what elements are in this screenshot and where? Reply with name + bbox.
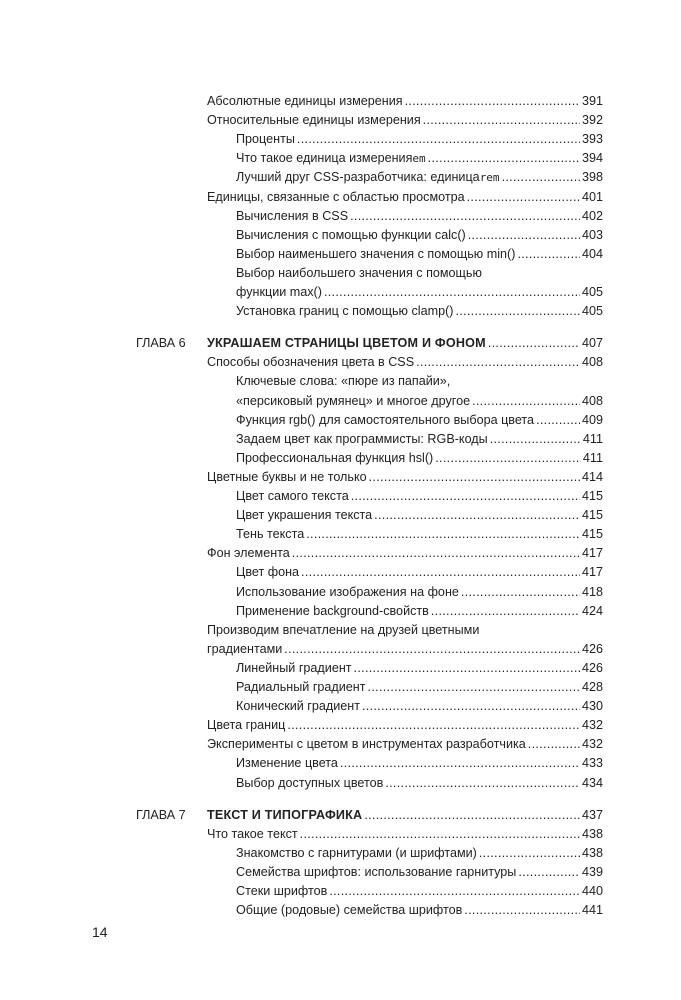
chapter-heading <box>207 333 603 353</box>
entry-title: Цвет фона <box>236 565 300 580</box>
entry-title: Изменение цвета <box>236 756 338 771</box>
chapter-title: УКРАШАЕМ СТРАНИЦЫ ЦВЕТОМ И ФОНОМ <box>207 336 486 351</box>
entry-title: Выбор доступных цветов <box>236 775 384 790</box>
dot-leader <box>502 167 580 187</box>
toc-entry <box>236 843 603 863</box>
dot-leader <box>374 505 580 525</box>
entry-page-number: 391 <box>581 94 603 108</box>
toc-entry <box>207 620 603 640</box>
entry-page-number: 434 <box>581 775 603 790</box>
dot-leader <box>472 391 580 411</box>
toc-entry <box>236 773 603 793</box>
toc-entry <box>236 524 603 544</box>
entry-page-number: 428 <box>581 680 603 694</box>
toc-entry <box>236 562 603 582</box>
entry-page-number: 404 <box>581 246 603 261</box>
dot-leader <box>284 639 580 659</box>
toc-entry <box>236 696 603 716</box>
entry-page-number: 437 <box>581 807 603 822</box>
dot-leader <box>416 352 580 372</box>
entry-page-number: 430 <box>581 699 603 714</box>
entry-page-number: 415 <box>581 527 603 542</box>
toc-entry <box>207 187 603 207</box>
dot-leader <box>423 110 580 130</box>
toc-entry <box>236 301 603 321</box>
toc-entry <box>236 282 603 302</box>
toc-entry <box>236 129 603 149</box>
dot-leader <box>461 582 580 602</box>
toc-entry <box>207 110 603 130</box>
dot-leader <box>340 753 580 773</box>
entry-page-number: 418 <box>581 584 603 599</box>
entry-title: Стеки шрифтов <box>236 884 328 898</box>
dot-leader <box>362 696 580 716</box>
entry-page-number: 405 <box>581 285 603 299</box>
entry-page-number: 415 <box>581 489 603 503</box>
toc-entry <box>236 753 603 773</box>
entry-page-number: 432 <box>581 718 603 733</box>
entry-title: функции max() <box>236 285 322 299</box>
toc-entry <box>236 601 603 621</box>
toc-entry <box>236 429 603 449</box>
toc-entry <box>236 677 603 697</box>
toc-entry <box>236 658 603 678</box>
dot-leader <box>300 824 580 844</box>
entry-title: Установка границ с помощью clamp() <box>236 304 454 319</box>
entry-code: rem <box>479 171 500 185</box>
toc-entry <box>236 486 603 506</box>
entry-page-number: 401 <box>581 189 603 204</box>
entry-title: Проценты <box>236 132 295 147</box>
entry-page-number: 393 <box>581 132 603 147</box>
entry-title: Цвет украшения текста <box>236 508 373 523</box>
toc-entry <box>236 862 603 882</box>
entry-title: Цветные буквы и не только <box>207 469 367 484</box>
dot-leader <box>435 448 581 468</box>
entry-title: Радиальный градиент <box>236 680 366 694</box>
dot-leader <box>464 900 580 920</box>
dot-leader <box>369 467 580 487</box>
dot-leader <box>287 715 580 735</box>
toc-entry <box>207 543 603 563</box>
dot-leader <box>292 543 580 563</box>
entry-title: Задаем цвет как программисты: RGB-коды <box>236 431 488 446</box>
entry-title: Линейный градиент <box>236 660 352 675</box>
chapter-heading <box>207 805 603 825</box>
dot-leader <box>324 282 580 302</box>
dot-leader <box>468 225 580 245</box>
dot-leader <box>479 843 580 863</box>
dot-leader <box>490 429 581 449</box>
entry-title: градиентами <box>207 641 283 656</box>
toc-entry <box>207 467 603 487</box>
entry-page-number: 439 <box>581 864 603 879</box>
toc-entry <box>236 206 603 226</box>
entry-title: Тень текста <box>236 527 305 542</box>
entry-title: Цвет самого текста <box>236 489 349 503</box>
dot-leader <box>528 734 580 754</box>
entry-page-number: 440 <box>581 884 603 898</box>
dot-leader <box>488 333 580 353</box>
entry-title: Эксперименты с цветом в инструментах разработчика <box>207 737 526 752</box>
toc-entry <box>207 91 603 111</box>
entry-page-number: 405 <box>581 304 603 319</box>
entry-title: Ключевые слова: «пюре из папайи», <box>236 374 451 389</box>
entry-page-number: 407 <box>581 336 603 351</box>
dot-leader <box>354 658 580 678</box>
entry-title: Выбор наибольшего значения с помощью <box>236 265 482 280</box>
entry-title: Что такое текст <box>207 826 298 841</box>
entry-title: Знакомство с гарнитурами (и шрифтами) <box>236 845 477 860</box>
entry-page-number: 417 <box>581 546 603 561</box>
entry-title: Что такое единица измерения <box>236 151 413 166</box>
entry-page-number: 409 <box>581 412 603 427</box>
toc-entry <box>236 505 603 525</box>
dot-leader <box>297 129 580 149</box>
entry-page-number: 411 <box>582 450 603 465</box>
dot-leader <box>405 91 580 111</box>
entry-title: Цвета границ <box>207 718 286 733</box>
entry-page-number: 408 <box>581 393 603 408</box>
entry-title: Способы обозначения цвета в CSS <box>207 355 415 370</box>
entry-title: Семейства шрифтов: использование гарнитуры <box>236 864 517 879</box>
toc-entry <box>207 352 603 372</box>
dot-leader <box>518 862 580 882</box>
dot-leader <box>431 601 580 621</box>
toc-entry <box>236 448 603 468</box>
entry-title: Лучший друг CSS-разработчика: единица <box>236 170 480 185</box>
entry-title: Фон элемента <box>207 546 290 561</box>
entry-title: Вычисления с помощью функции calc() <box>236 227 466 242</box>
dot-leader <box>536 410 580 430</box>
entry-page-number: 438 <box>581 826 603 841</box>
entry-title: Профессиональная функция hsl() <box>236 450 434 465</box>
dot-leader <box>385 773 580 793</box>
toc-entry <box>236 263 603 283</box>
toc-entry <box>207 639 603 659</box>
entry-page-number: 433 <box>581 756 603 771</box>
toc-entry <box>236 371 603 391</box>
entry-title: Использование изображения на фоне <box>236 584 459 599</box>
dot-leader <box>364 805 580 825</box>
entry-page-number: 424 <box>581 603 603 618</box>
dot-leader <box>350 206 580 226</box>
entry-page-number: 403 <box>581 227 603 242</box>
chapter-label: ГЛАВА 7 <box>136 807 186 822</box>
entry-code: em <box>412 152 426 166</box>
toc-entry <box>207 715 603 735</box>
toc-entry <box>236 167 603 187</box>
entry-title: Абсолютные единицы измерения <box>207 94 403 108</box>
entry-title: Вычисления в CSS <box>236 208 349 223</box>
toc-entry <box>236 225 603 245</box>
entry-page-number: 426 <box>581 641 603 656</box>
entry-title: Выбор наименьшего значения с помощью min() <box>236 246 516 261</box>
dot-leader <box>467 187 580 207</box>
dot-leader <box>428 148 580 168</box>
entry-page-number: 394 <box>581 151 603 166</box>
chapter-label: ГЛАВА 6 <box>136 336 186 351</box>
entry-page-number: 411 <box>582 431 603 446</box>
dot-leader <box>455 301 580 321</box>
entry-title: Единицы, связанные с областью просмотра <box>207 189 465 204</box>
dot-leader <box>306 524 580 544</box>
dot-leader <box>301 562 580 582</box>
page-number: 14 <box>92 924 108 940</box>
entry-page-number: 432 <box>581 737 603 752</box>
entry-page-number: 438 <box>581 845 603 860</box>
toc-entry <box>236 881 603 901</box>
dot-leader <box>329 881 580 901</box>
entry-page-number: 398 <box>581 170 603 185</box>
entry-page-number: 417 <box>581 565 603 580</box>
entry-page-number: 414 <box>581 469 603 484</box>
entry-title: Конический градиент <box>236 699 360 714</box>
entry-title: Относительные единицы измерения <box>207 113 421 128</box>
entry-page-number: 408 <box>581 355 603 370</box>
toc-entry <box>207 824 603 844</box>
entry-title: Общие (родовые) семейства шрифтов <box>236 903 463 918</box>
entry-page-number: 426 <box>581 660 603 675</box>
entry-page-number: 402 <box>581 208 603 223</box>
chapter-title: ТЕКСТ И ТИПОГРАФИКА <box>207 807 363 822</box>
toc-entry <box>236 900 603 920</box>
toc-entry <box>236 410 603 430</box>
entry-title: «персиковый румянец» и многое другое <box>236 393 471 408</box>
toc-entry <box>236 582 603 602</box>
dot-leader <box>517 244 580 264</box>
entry-title: Производим впечатление на друзей цветными <box>207 622 480 637</box>
toc-entry <box>207 734 603 754</box>
dot-leader <box>368 677 580 697</box>
toc-entry <box>236 148 603 168</box>
dot-leader <box>351 486 580 506</box>
entry-title: Применение background-свойств <box>236 603 429 618</box>
toc-entry <box>236 244 603 264</box>
entry-page-number: 415 <box>581 508 603 523</box>
entry-title: Функция rgb() для самостоятельного выбора цвета <box>236 412 535 427</box>
entry-page-number: 441 <box>581 903 603 918</box>
entry-page-number: 392 <box>581 113 603 128</box>
toc-entry <box>236 391 603 411</box>
